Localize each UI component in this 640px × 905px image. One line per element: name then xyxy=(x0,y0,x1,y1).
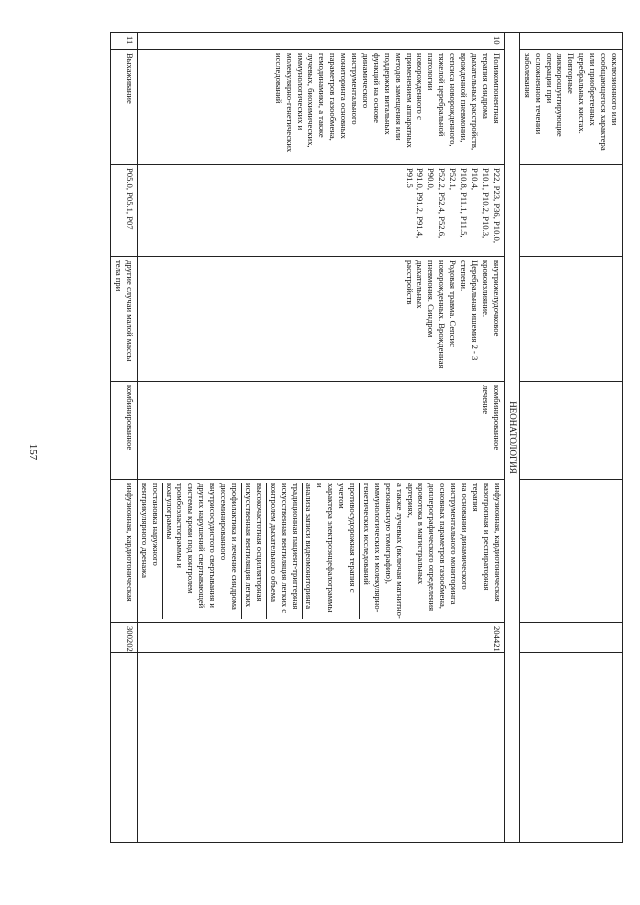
cell-methods-11: инфузионная, кардиотоническая xyxy=(111,480,138,623)
cell-model-10: внутрижелудочковое кровоизлияние. Церебральная ишемия 2 - 3 степени. Родовая травма. Сепсис новорожденных. Врожденная пневмония. Синдром дыхательных расстройств xyxy=(137,257,504,382)
cell-name-10: Поликомпонентная терапия синдрома дыхательных расстройств, врожденной пневмонии, сепсиса новорожденного, тяжелой церебральной патологии новорожденного с применением аппаратных методов замещения или поддержки витальных функций на основе динамического инструментального мониторинга основных параметров газообмена, гемодинамики, а также лучевых, биохимических, иммунологических и молекулярно-генетических исследований xyxy=(137,50,504,165)
cell-num-11: 11 xyxy=(111,33,138,50)
cell-code-10: 204421 xyxy=(137,623,504,653)
method-item: высокочастотная осцилляторная искусственная вентиляция легких xyxy=(241,483,266,619)
cell-methods-10 xyxy=(137,480,504,623)
table-row-prev xyxy=(519,33,622,843)
cell-code-11: 300202 xyxy=(111,623,138,653)
section-row xyxy=(504,33,519,843)
cell-model-11: другие случаи малой массы тела при xyxy=(111,257,138,382)
cell-codes-10: P22, P23, P36, P10.0, P10.1, P10.2, P10.3, P10.4, P10.8, P11.1, P11.5, P52.1, P52.2, P52.4, P52.6, P90.0, P91.0, P91.2, P91.4, P91.5 xyxy=(137,165,504,257)
cell-end-11 xyxy=(111,653,138,843)
cell-end-prev xyxy=(519,653,622,843)
page-number: 157 xyxy=(27,443,39,461)
cell-methods-prev xyxy=(519,480,622,623)
section-title: НЕОНАТОЛОГИЯ xyxy=(504,33,519,843)
method-item: традиционная пациент-триггерная искусственная вентиляция легких с контролем дыхательного объема xyxy=(266,483,302,619)
cell-num-10: 10 xyxy=(137,33,504,50)
method-item: профилактика и лечение синдрома диссеминированного внутрисосудистого свертывания и других нарушений свертывающей системы крови под контролем тромбоэластограммы и коагулограммы xyxy=(162,483,241,619)
method-item: постановка наружного вентрикулярного дренажа xyxy=(139,483,161,578)
cell-num-prev xyxy=(519,33,622,50)
cell-type-11: комбинированное xyxy=(111,382,138,480)
cell-type-prev xyxy=(519,382,622,480)
rotated-table-container xyxy=(88,32,623,842)
cell-end-10 xyxy=(137,653,504,843)
cell-codes-11: P05.0, P05.1, P07 xyxy=(111,165,138,257)
table-row-11 xyxy=(111,33,138,843)
procedures-table xyxy=(110,32,623,843)
cell-model-prev xyxy=(519,257,622,382)
method-item: инфузионная, кардиотоническая вазотропная и респираторная терапия на основании динамического инструментального мониторинга основных параметров газообмена, доплерографического определения кровотока в магистральных артериях, а также лучевых (включая магнитно- резонансную томографию), иммунологических и молекулярно- генетических исследований xyxy=(359,483,504,619)
method-item: противосудорожная терапия с учетом характера электроэнцефалограммы и анализа записи видеомониторинга xyxy=(302,483,360,619)
cell-name-prev: окклюзионного или сообщающегося характера или приобретенных церебральных кистах. Повторные ликворошунтирующие операции при осложненном течении заболевания xyxy=(519,50,622,165)
table-row-10 xyxy=(137,33,504,843)
cell-name-11: Выхаживание xyxy=(111,50,138,165)
cell-type-10: комбинированное лечение xyxy=(137,382,504,480)
cell-code-prev xyxy=(519,623,622,653)
cell-codes-prev xyxy=(519,165,622,257)
